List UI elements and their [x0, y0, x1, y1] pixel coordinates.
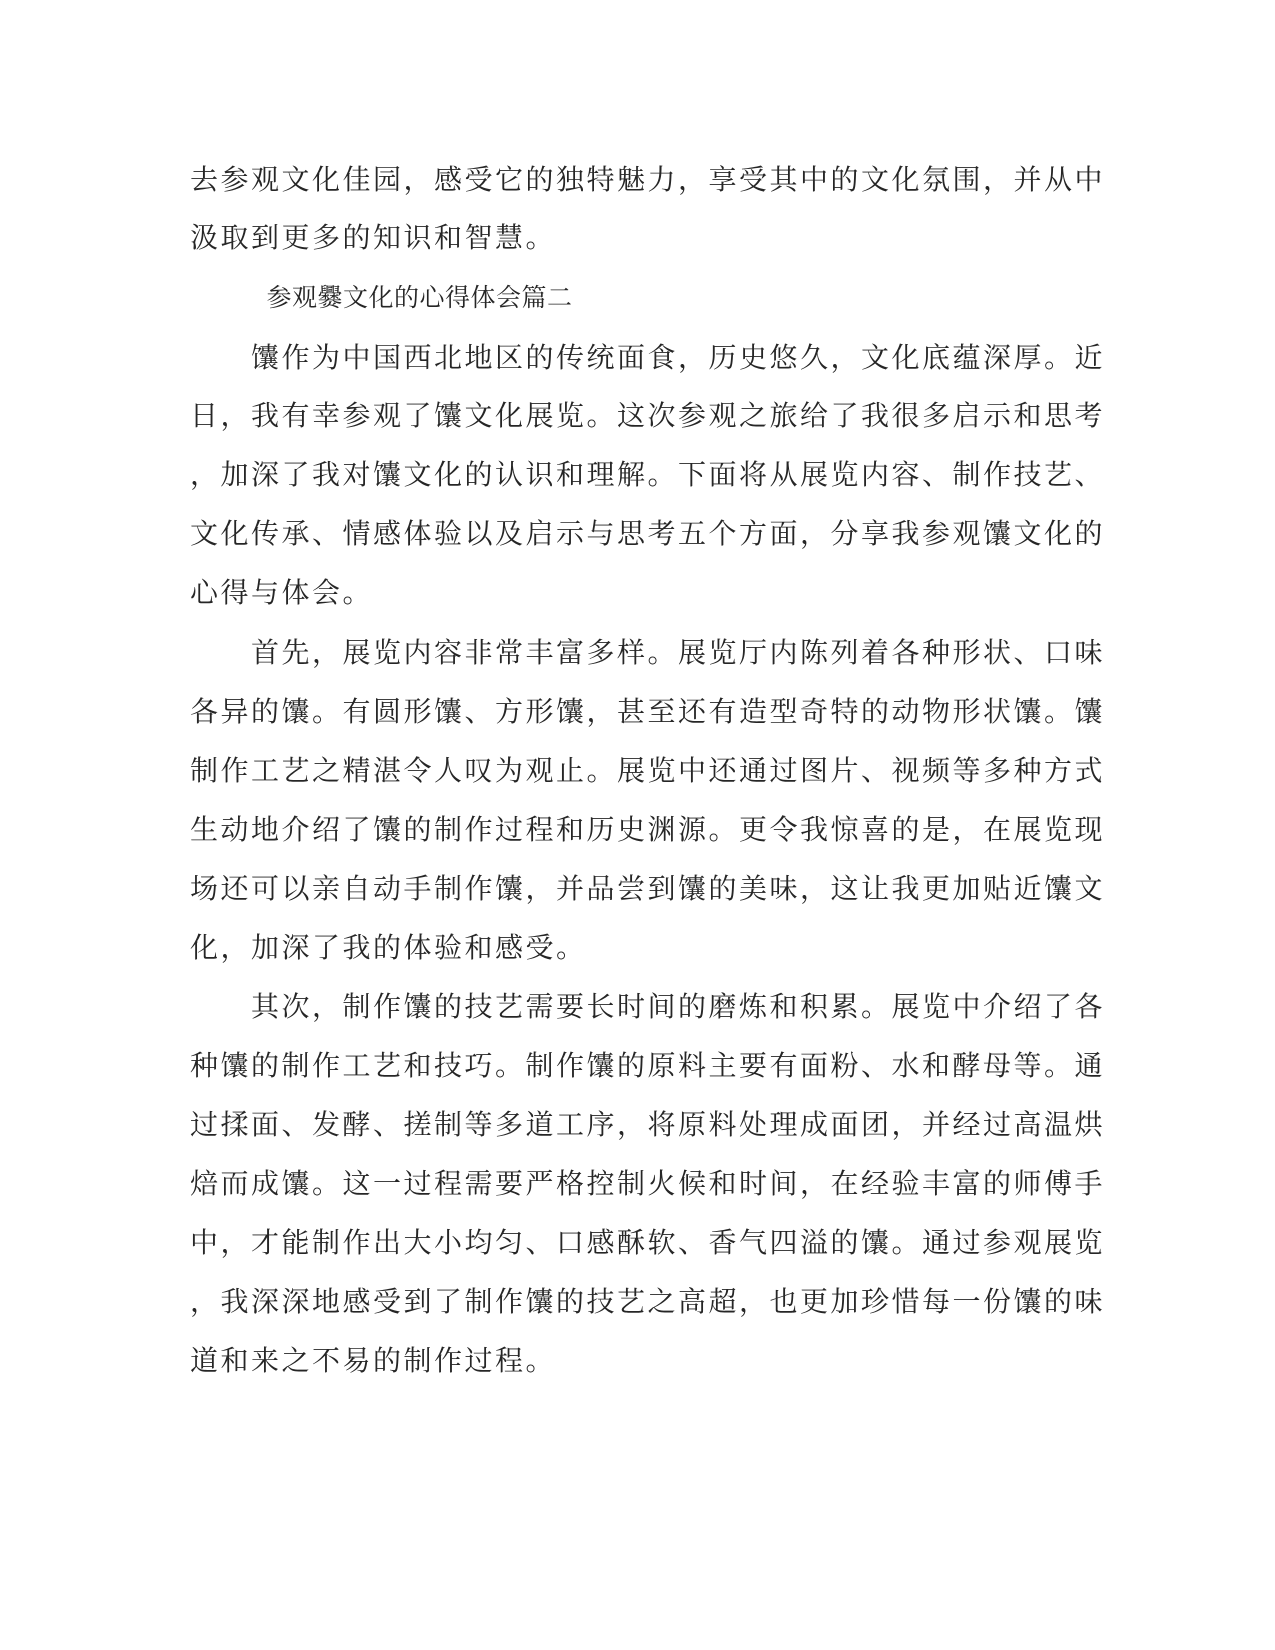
text-line: 心得与体会。: [190, 576, 374, 609]
text-line: 馕作为中国西北地区的传统面食，历史悠久，文化底蕴深厚。近: [190, 341, 1106, 374]
text-line: ，加深了我对馕文化的认识和理解。下面将从展览内容、制作技艺、: [190, 458, 1106, 491]
text-line: 去参观文化佳园，感受它的独特魅力，享受其中的文化氛围，并从中: [190, 163, 1106, 196]
text-line: 场还可以亲自动手制作馕，并品尝到馕的美味，这让我更加贴近馕文: [190, 872, 1106, 905]
text-line: 文化传承、情感体验以及启示与思考五个方面，分享我参观馕文化的: [190, 517, 1106, 550]
text-line: 各异的馕。有圆形馕、方形馕，甚至还有造型奇特的动物形状馕。馕: [190, 695, 1106, 728]
text-line: 焙而成馕。这一过程需要严格控制火候和时间，在经验丰富的师傅手: [190, 1167, 1106, 1200]
text-line: 道和来之不易的制作过程。: [190, 1344, 557, 1377]
text-line: 其次，制作馕的技艺需要长时间的磨炼和积累。展览中介绍了各: [190, 990, 1106, 1023]
text-line: 首先，展览内容非常丰富多样。展览厅内陈列着各种形状、口味: [190, 636, 1106, 669]
text-line: 生动地介绍了馕的制作过程和历史渊源。更令我惊喜的是，在展览现: [190, 813, 1106, 846]
text-line: 过揉面、发酵、搓制等多道工序，将原料处理成面团，并经过高温烘: [190, 1108, 1106, 1141]
text-line: ，我深深地感受到了制作馕的技艺之高超，也更加珍惜每一份馕的味: [190, 1285, 1106, 1318]
text-line: 制作工艺之精湛令人叹为观止。展览中还通过图片、视频等多种方式: [190, 754, 1106, 787]
text-line: 中，才能制作出大小均匀、口感酥软、香气四溢的馕。通过参观展览: [190, 1226, 1106, 1259]
text-line: 日，我有幸参观了馕文化展览。这次参观之旅给了我很多启示和思考: [190, 399, 1106, 432]
section-heading: 参观爨文化的心得体会篇二: [190, 283, 573, 312]
text-line: 化，加深了我的体验和感受。: [190, 931, 587, 964]
text-line: 汲取到更多的知识和智慧。: [190, 221, 557, 254]
text-line: 种馕的制作工艺和技巧。制作馕的原料主要有面粉、水和酵母等。通: [190, 1049, 1106, 1082]
